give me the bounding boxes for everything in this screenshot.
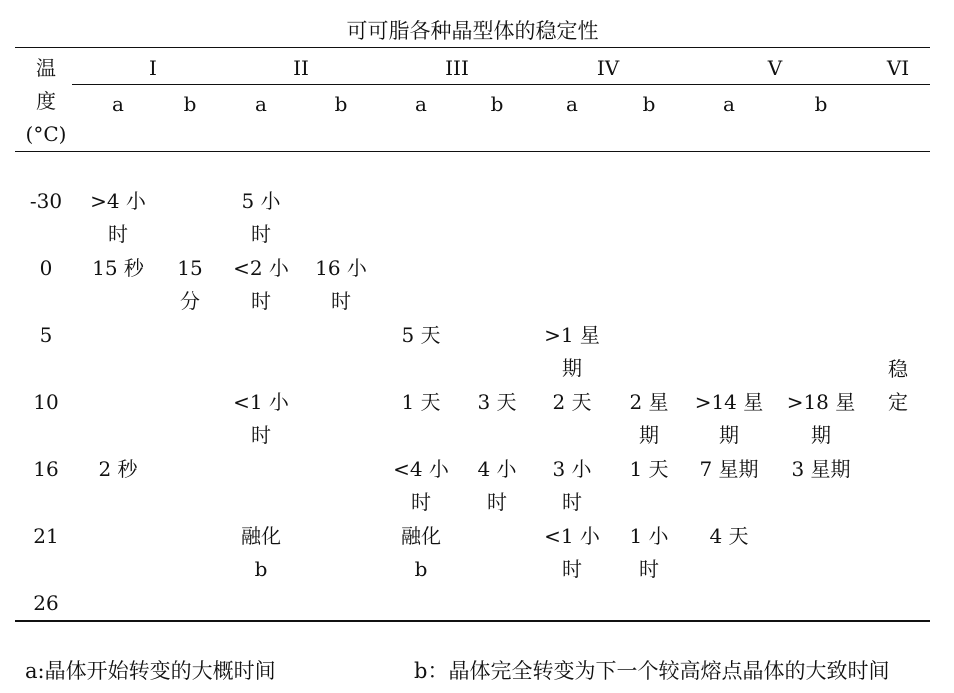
table-cell-Vb: 3 星期 <box>791 457 851 481</box>
subcol-Va: a <box>723 92 735 116</box>
form-header-V: V <box>767 56 783 80</box>
temp-header-line-1: 温 <box>36 56 56 80</box>
rule-top <box>15 47 930 48</box>
table-cell-IIa: <2 小 时 <box>233 256 289 313</box>
table-cell-IIIb: 3 天 <box>477 390 517 414</box>
table-cell-IVa: >1 星 期 <box>544 323 600 380</box>
form-header-I: I <box>149 56 157 80</box>
table-cell-Vb: >18 星 期 <box>786 390 856 447</box>
table-cell-Ia: 2 秒 <box>98 457 138 481</box>
footnote-b: b：晶体完全转变为下一个较高熔点晶体的大致时间 <box>414 659 890 683</box>
temp-value: 21 <box>33 524 59 548</box>
temp-value: 0 <box>39 256 53 280</box>
temp-header-line-3: (°C) <box>25 122 67 146</box>
subcol-IVa: a <box>566 92 578 116</box>
temp-header-line-2: 度 <box>36 89 56 113</box>
table-title: 可可脂各种晶型体的稳定性 <box>346 19 599 43</box>
table-cell-Ia: >4 小 时 <box>90 189 146 246</box>
form-header-III: III <box>445 56 469 80</box>
rule-under-header <box>15 151 930 152</box>
temp-value: 10 <box>33 390 59 414</box>
table-cell-IIIa: 1 天 <box>401 390 441 414</box>
subcol-IIIa: a <box>415 92 427 116</box>
form-header-IV: IV <box>596 56 620 80</box>
table-cell-IIIa: 5 天 <box>401 323 441 347</box>
temp-value: 16 <box>33 457 59 481</box>
table-cell-IIa: 融化 b <box>241 524 281 581</box>
temp-value: -30 <box>29 189 63 213</box>
table-cell-IVb: 1 小 时 <box>629 524 669 581</box>
subcol-Ib: b <box>183 92 197 116</box>
table-cell-IVa: <1 小 时 <box>544 524 600 581</box>
table-cell-IIa: <1 小 时 <box>233 390 289 447</box>
table-cell-IVb: 1 天 <box>629 457 669 481</box>
subcol-IIa: a <box>255 92 267 116</box>
rule-under-forms <box>72 84 930 85</box>
temp-value: 26 <box>33 591 59 615</box>
table-cell-IIIa: <4 小 时 <box>393 457 449 514</box>
table-cell-Va: >14 星 期 <box>694 390 764 447</box>
table-cell-Ib: 15 分 <box>177 256 203 313</box>
subcol-Vb: b <box>814 92 828 116</box>
table-cell-Va: 4 天 <box>709 524 749 548</box>
table-cell-IIIa: 融化 b <box>401 524 441 581</box>
table-cell-Va: 7 星期 <box>699 457 759 481</box>
subcol-IVb: b <box>642 92 656 116</box>
table-cell-IIIb: 4 小 时 <box>477 457 517 514</box>
form-header-VI: VI <box>886 56 910 80</box>
subcol-IIIb: b <box>490 92 504 116</box>
subcol-IIb: b <box>334 92 348 116</box>
table-cell-Ia: 15 秒 <box>92 256 144 280</box>
form-header-II: II <box>293 56 309 80</box>
table-cell-IVb: 2 星 期 <box>629 390 669 447</box>
footnote-a: a:晶体开始转变的大概时间 <box>25 659 276 683</box>
table-cell-IIa: 5 小 时 <box>241 189 281 246</box>
subcol-Ia: a <box>112 92 124 116</box>
table-cell-IIb: 16 小 时 <box>315 256 367 313</box>
temp-value: 5 <box>39 323 53 347</box>
table-cell-IVa: 2 天 <box>552 390 592 414</box>
rule-bottom <box>15 620 930 622</box>
table-cell-IVa: 3 小 时 <box>552 457 592 514</box>
vi-stable-note: 稳 定 <box>888 357 908 414</box>
